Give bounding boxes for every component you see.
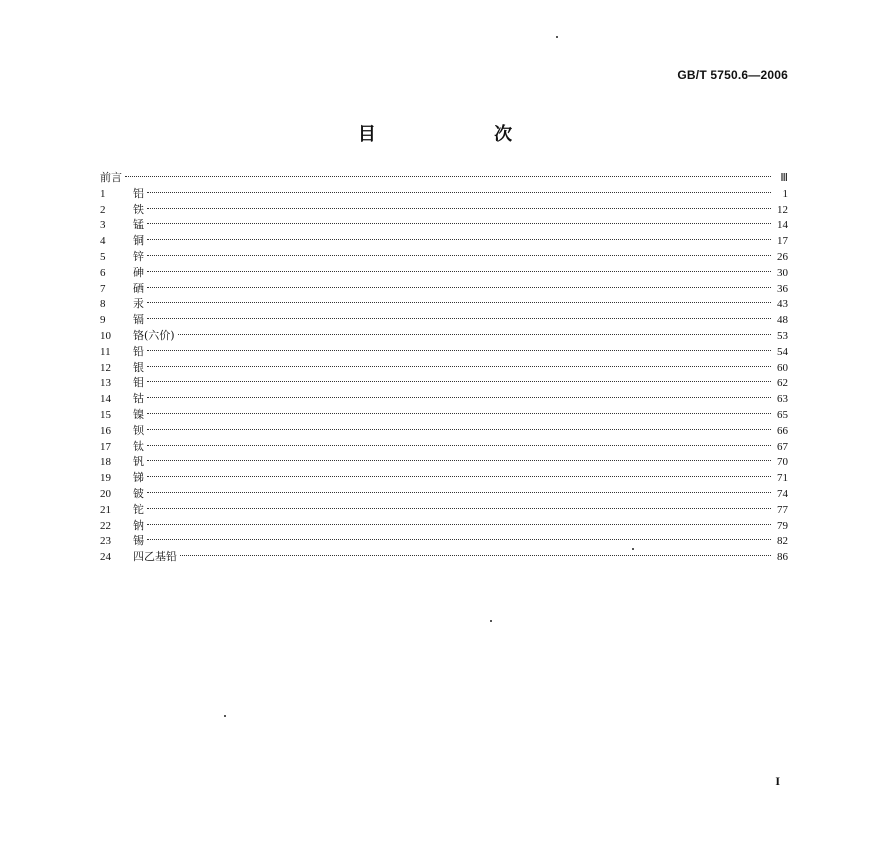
toc-entry-page: 54 bbox=[777, 345, 788, 358]
toc-entry-number: 5 bbox=[100, 250, 106, 263]
scan-speck bbox=[556, 36, 558, 38]
toc-entry[interactable] bbox=[100, 202, 788, 218]
toc-entry-number: 22 bbox=[100, 519, 111, 532]
toc-dot-leader bbox=[147, 302, 771, 303]
toc-dot-leader bbox=[147, 413, 771, 414]
toc-dot-leader bbox=[147, 350, 771, 351]
toc-dot-leader bbox=[147, 539, 771, 540]
scan-speck bbox=[224, 715, 226, 717]
toc-entry-title: 锰 bbox=[133, 218, 144, 232]
page-number: I bbox=[775, 774, 780, 788]
toc-entry-number: 11 bbox=[100, 345, 111, 358]
toc-entry-number: 10 bbox=[100, 329, 111, 342]
toc-entry-number: 9 bbox=[100, 314, 106, 327]
toc-entry-number: 23 bbox=[100, 535, 111, 548]
toc-entry-page: 77 bbox=[777, 503, 788, 516]
toc-entry-title: 锌 bbox=[133, 249, 144, 263]
toc-dot-leader bbox=[178, 334, 771, 335]
toc-entry-page: 74 bbox=[777, 487, 788, 500]
toc-dot-leader bbox=[147, 255, 771, 256]
toc-dot-leader bbox=[147, 287, 771, 288]
toc-entry-title: 四乙基铅 bbox=[133, 550, 177, 564]
toc-entry[interactable] bbox=[100, 186, 788, 202]
toc-entry[interactable] bbox=[100, 344, 788, 360]
toc-dot-leader bbox=[147, 223, 771, 224]
toc-entry-number: 20 bbox=[100, 487, 111, 500]
toc-entry-page: 86 bbox=[777, 551, 788, 564]
toc-entry-title: 钠 bbox=[133, 518, 144, 532]
toc-entry[interactable] bbox=[100, 296, 788, 312]
toc-entry[interactable] bbox=[100, 470, 788, 486]
toc-entry-title: 前言 bbox=[100, 171, 122, 184]
toc-dot-leader bbox=[147, 524, 771, 525]
toc-entry-number: 15 bbox=[100, 408, 111, 421]
toc-entry-title: 铊 bbox=[133, 502, 144, 516]
toc-dot-leader bbox=[147, 192, 771, 193]
toc-entry-title: 银 bbox=[133, 360, 144, 374]
toc-entry-title: 铬(六价) bbox=[133, 328, 175, 342]
toc-entry-number: 3 bbox=[100, 219, 106, 232]
toc-entry-page: 70 bbox=[777, 456, 788, 469]
toc-entry[interactable] bbox=[100, 391, 788, 407]
toc-entry-number: 8 bbox=[100, 298, 106, 311]
toc-entry-number: 24 bbox=[100, 551, 111, 564]
toc-entry-title: 锡 bbox=[133, 534, 144, 548]
toc-entry-page: 12 bbox=[777, 203, 788, 216]
toc-dot-leader bbox=[147, 318, 771, 319]
toc-dot-leader bbox=[147, 239, 771, 240]
toc-entry-title: 铁 bbox=[133, 202, 144, 216]
toc-entry-page: Ⅲ bbox=[780, 172, 788, 184]
toc-dot-leader bbox=[147, 429, 771, 430]
toc-entry-page: 79 bbox=[777, 519, 788, 532]
toc-dot-leader bbox=[147, 366, 771, 367]
toc-entry-page: 62 bbox=[777, 377, 788, 390]
scan-speck bbox=[632, 548, 634, 550]
toc-entry-page: 14 bbox=[777, 219, 788, 232]
toc-entry[interactable] bbox=[100, 281, 788, 297]
toc-dot-leader bbox=[147, 397, 771, 398]
toc-entry-title: 锑 bbox=[133, 471, 144, 485]
table-of-contents bbox=[100, 170, 788, 565]
toc-entry[interactable] bbox=[100, 533, 788, 549]
toc-entry-page: 63 bbox=[777, 393, 788, 406]
toc-entry-title: 硒 bbox=[133, 281, 144, 295]
toc-entry-number: 17 bbox=[100, 440, 111, 453]
toc-entry[interactable] bbox=[100, 486, 788, 502]
toc-entry-number: 16 bbox=[100, 424, 111, 437]
toc-entry[interactable] bbox=[100, 249, 788, 265]
toc-entry-page: 53 bbox=[777, 329, 788, 342]
toc-entry[interactable] bbox=[100, 170, 788, 186]
standard-code: GB/T 5750.6—2006 bbox=[677, 68, 788, 82]
toc-dot-leader bbox=[125, 176, 771, 177]
toc-dot-leader bbox=[147, 476, 771, 477]
toc-entry-page: 43 bbox=[777, 298, 788, 311]
toc-entry-title: 钼 bbox=[133, 376, 144, 390]
toc-entry[interactable] bbox=[100, 549, 788, 565]
toc-entry[interactable] bbox=[100, 360, 788, 376]
toc-dot-leader bbox=[180, 555, 771, 556]
toc-entry-title: 铝 bbox=[133, 186, 144, 200]
toc-entry-page: 26 bbox=[777, 250, 788, 263]
toc-entry-number: 2 bbox=[100, 203, 106, 216]
page-title: 目 次 bbox=[357, 124, 569, 145]
toc-entry-number: 18 bbox=[100, 456, 111, 469]
toc-entry[interactable] bbox=[100, 233, 788, 249]
toc-entry-number: 4 bbox=[100, 235, 106, 248]
toc-entry[interactable] bbox=[100, 439, 788, 455]
toc-entry-title: 铜 bbox=[133, 234, 144, 248]
toc-entry-title: 钡 bbox=[133, 423, 144, 437]
toc-entry-number: 7 bbox=[100, 282, 106, 295]
toc-dot-leader bbox=[147, 492, 771, 493]
toc-entry[interactable] bbox=[100, 328, 788, 344]
toc-entry-page: 82 bbox=[777, 535, 788, 548]
toc-entry-number: 13 bbox=[100, 377, 111, 390]
toc-entry-title: 铅 bbox=[133, 344, 144, 358]
toc-entry-number: 19 bbox=[100, 472, 111, 485]
toc-entry-title: 钛 bbox=[133, 439, 144, 453]
toc-entry-page: 65 bbox=[777, 408, 788, 421]
toc-entry-title: 钒 bbox=[133, 455, 144, 469]
toc-dot-leader bbox=[147, 460, 771, 461]
toc-entry-page: 1 bbox=[782, 187, 788, 200]
scan-speck bbox=[490, 620, 492, 622]
toc-entry[interactable] bbox=[100, 375, 788, 391]
toc-entry-number: 21 bbox=[100, 503, 111, 516]
toc-entry-title: 铍 bbox=[133, 486, 144, 500]
toc-entry-number: 12 bbox=[100, 361, 111, 374]
toc-dot-leader bbox=[147, 271, 771, 272]
toc-entry-page: 66 bbox=[777, 424, 788, 437]
toc-entry-page: 67 bbox=[777, 440, 788, 453]
toc-entry-page: 17 bbox=[777, 235, 788, 248]
toc-entry-page: 60 bbox=[777, 361, 788, 374]
toc-entry-number: 6 bbox=[100, 266, 106, 279]
toc-entry[interactable] bbox=[100, 217, 788, 233]
toc-entry-page: 36 bbox=[777, 282, 788, 295]
toc-dot-leader bbox=[147, 445, 771, 446]
toc-entry-title: 汞 bbox=[133, 297, 144, 311]
toc-entry-title: 砷 bbox=[133, 265, 144, 279]
toc-entry[interactable] bbox=[100, 454, 788, 470]
toc-entry-title: 镍 bbox=[133, 407, 144, 421]
toc-entry[interactable] bbox=[100, 423, 788, 439]
toc-dot-leader bbox=[147, 508, 771, 509]
toc-entry-page: 30 bbox=[777, 266, 788, 279]
toc-entry[interactable] bbox=[100, 265, 788, 281]
toc-entry-title: 钴 bbox=[133, 392, 144, 406]
toc-entry[interactable] bbox=[100, 502, 788, 518]
toc-entry-title: 镉 bbox=[133, 313, 144, 327]
toc-dot-leader bbox=[147, 208, 771, 209]
toc-entry[interactable] bbox=[100, 312, 788, 328]
toc-entry-page: 71 bbox=[777, 472, 788, 485]
toc-dot-leader bbox=[147, 381, 771, 382]
toc-entry[interactable] bbox=[100, 407, 788, 423]
toc-entry-page: 48 bbox=[777, 314, 788, 327]
toc-entry[interactable] bbox=[100, 518, 788, 534]
toc-entry-number: 1 bbox=[100, 187, 106, 200]
toc-entry-number: 14 bbox=[100, 393, 111, 406]
